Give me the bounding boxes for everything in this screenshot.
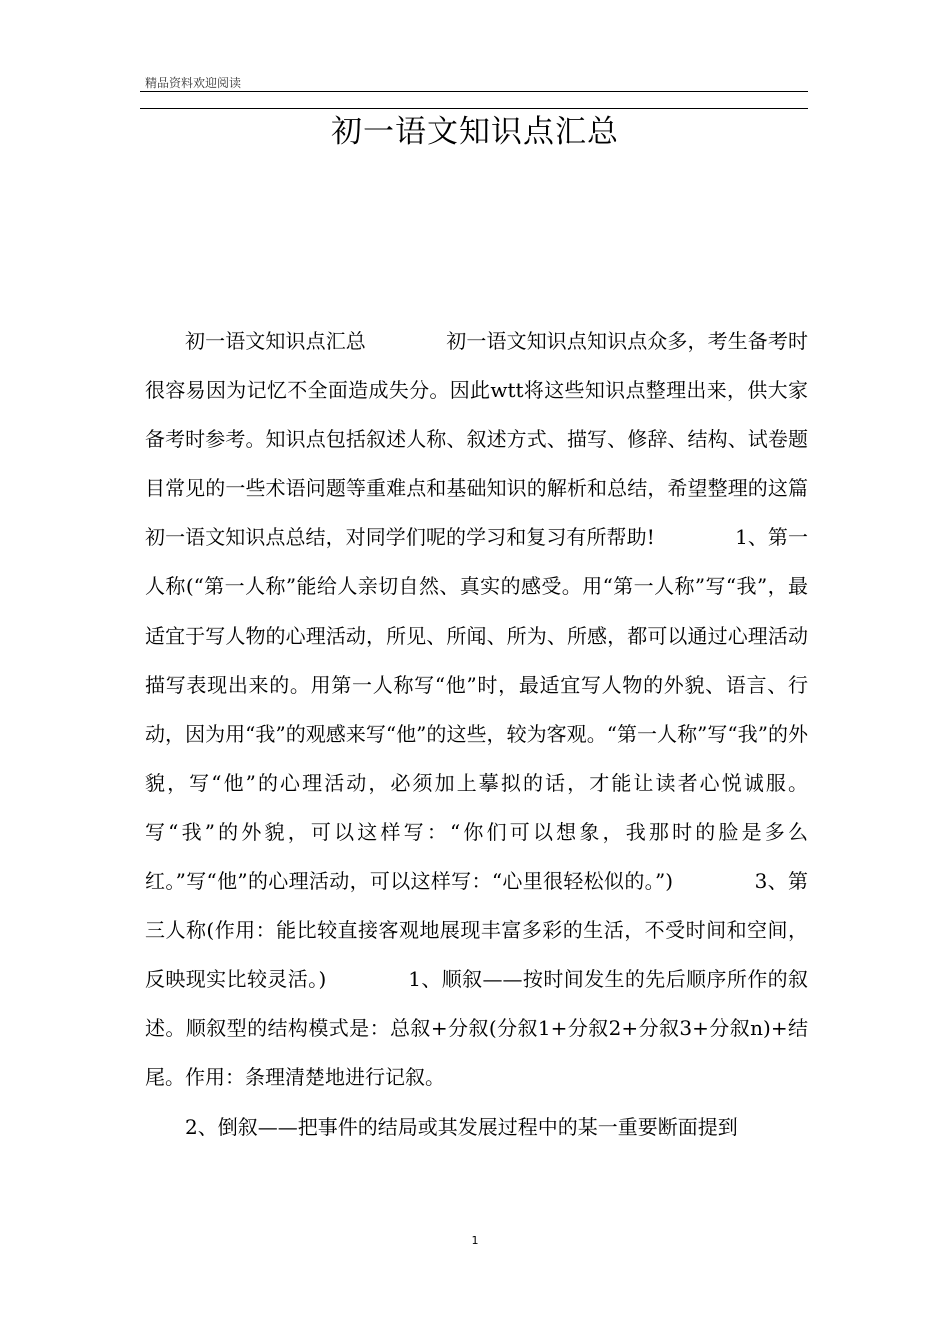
document-title: 初一语文知识点汇总 [331, 114, 619, 150]
body-paragraph: 2、倒叙——把事件的结局或其发展过程中的某一重要断面提到 [185, 1114, 738, 1139]
header-text: 精品资料欢迎阅读 [145, 76, 242, 90]
document-body [145, 317, 808, 1152]
page-number: 1 [471, 1234, 479, 1247]
body-paragraph: 初一语文知识点汇总 初一语文知识点知识点众多，考生备考时很容易因为记忆不全面造成失分。因此wtt将这些知识点整理出来，供大家备考时参考。知识点包括叙述人称、叙述方式、描写、修辞、结构、试卷题目常见的一些术语问题等重难点和基础知识的解析和总结，希望整理的这篇初一语文知识点总结，对同学们呢的学习和复习有所帮助! 1、第一人称(“第一人称”能给人亲切自然、真实的感受。用“第一人称”写“我”，最适宜于写人物的心理活动，所见、所闻、所为、所感，都可以通过心理活动描写表现出来的。用第一人称写“他”时，最适宜写人物的外貌、语言、行动，因为用“我”的观感来写“他”的这些，较为客观。“第一人称”写“我”的外貌，写“他”的心理活动，必须加上摹拟的话，才能让读者心悦诚服。写“我”的外貌，可以这样写：“你们可以想象，我那时的脸是多么红。”写“他”的心理活动，可以这样写：“心里很轻松似的。”) 3、第三人称(作用：能比较直接客观地展现丰富多彩的生活，不受时间和空间，反映现实比较灵活。) 1、顺叙——按时间发生的先后顺序所作的叙述。顺叙型的结构模式是：总叙+分叙(分叙1+分叙2+分叙3+分叙n)+结尾。作用：条理清楚地进行记叙。 [145, 329, 808, 1090]
header-rule [140, 91, 808, 92]
